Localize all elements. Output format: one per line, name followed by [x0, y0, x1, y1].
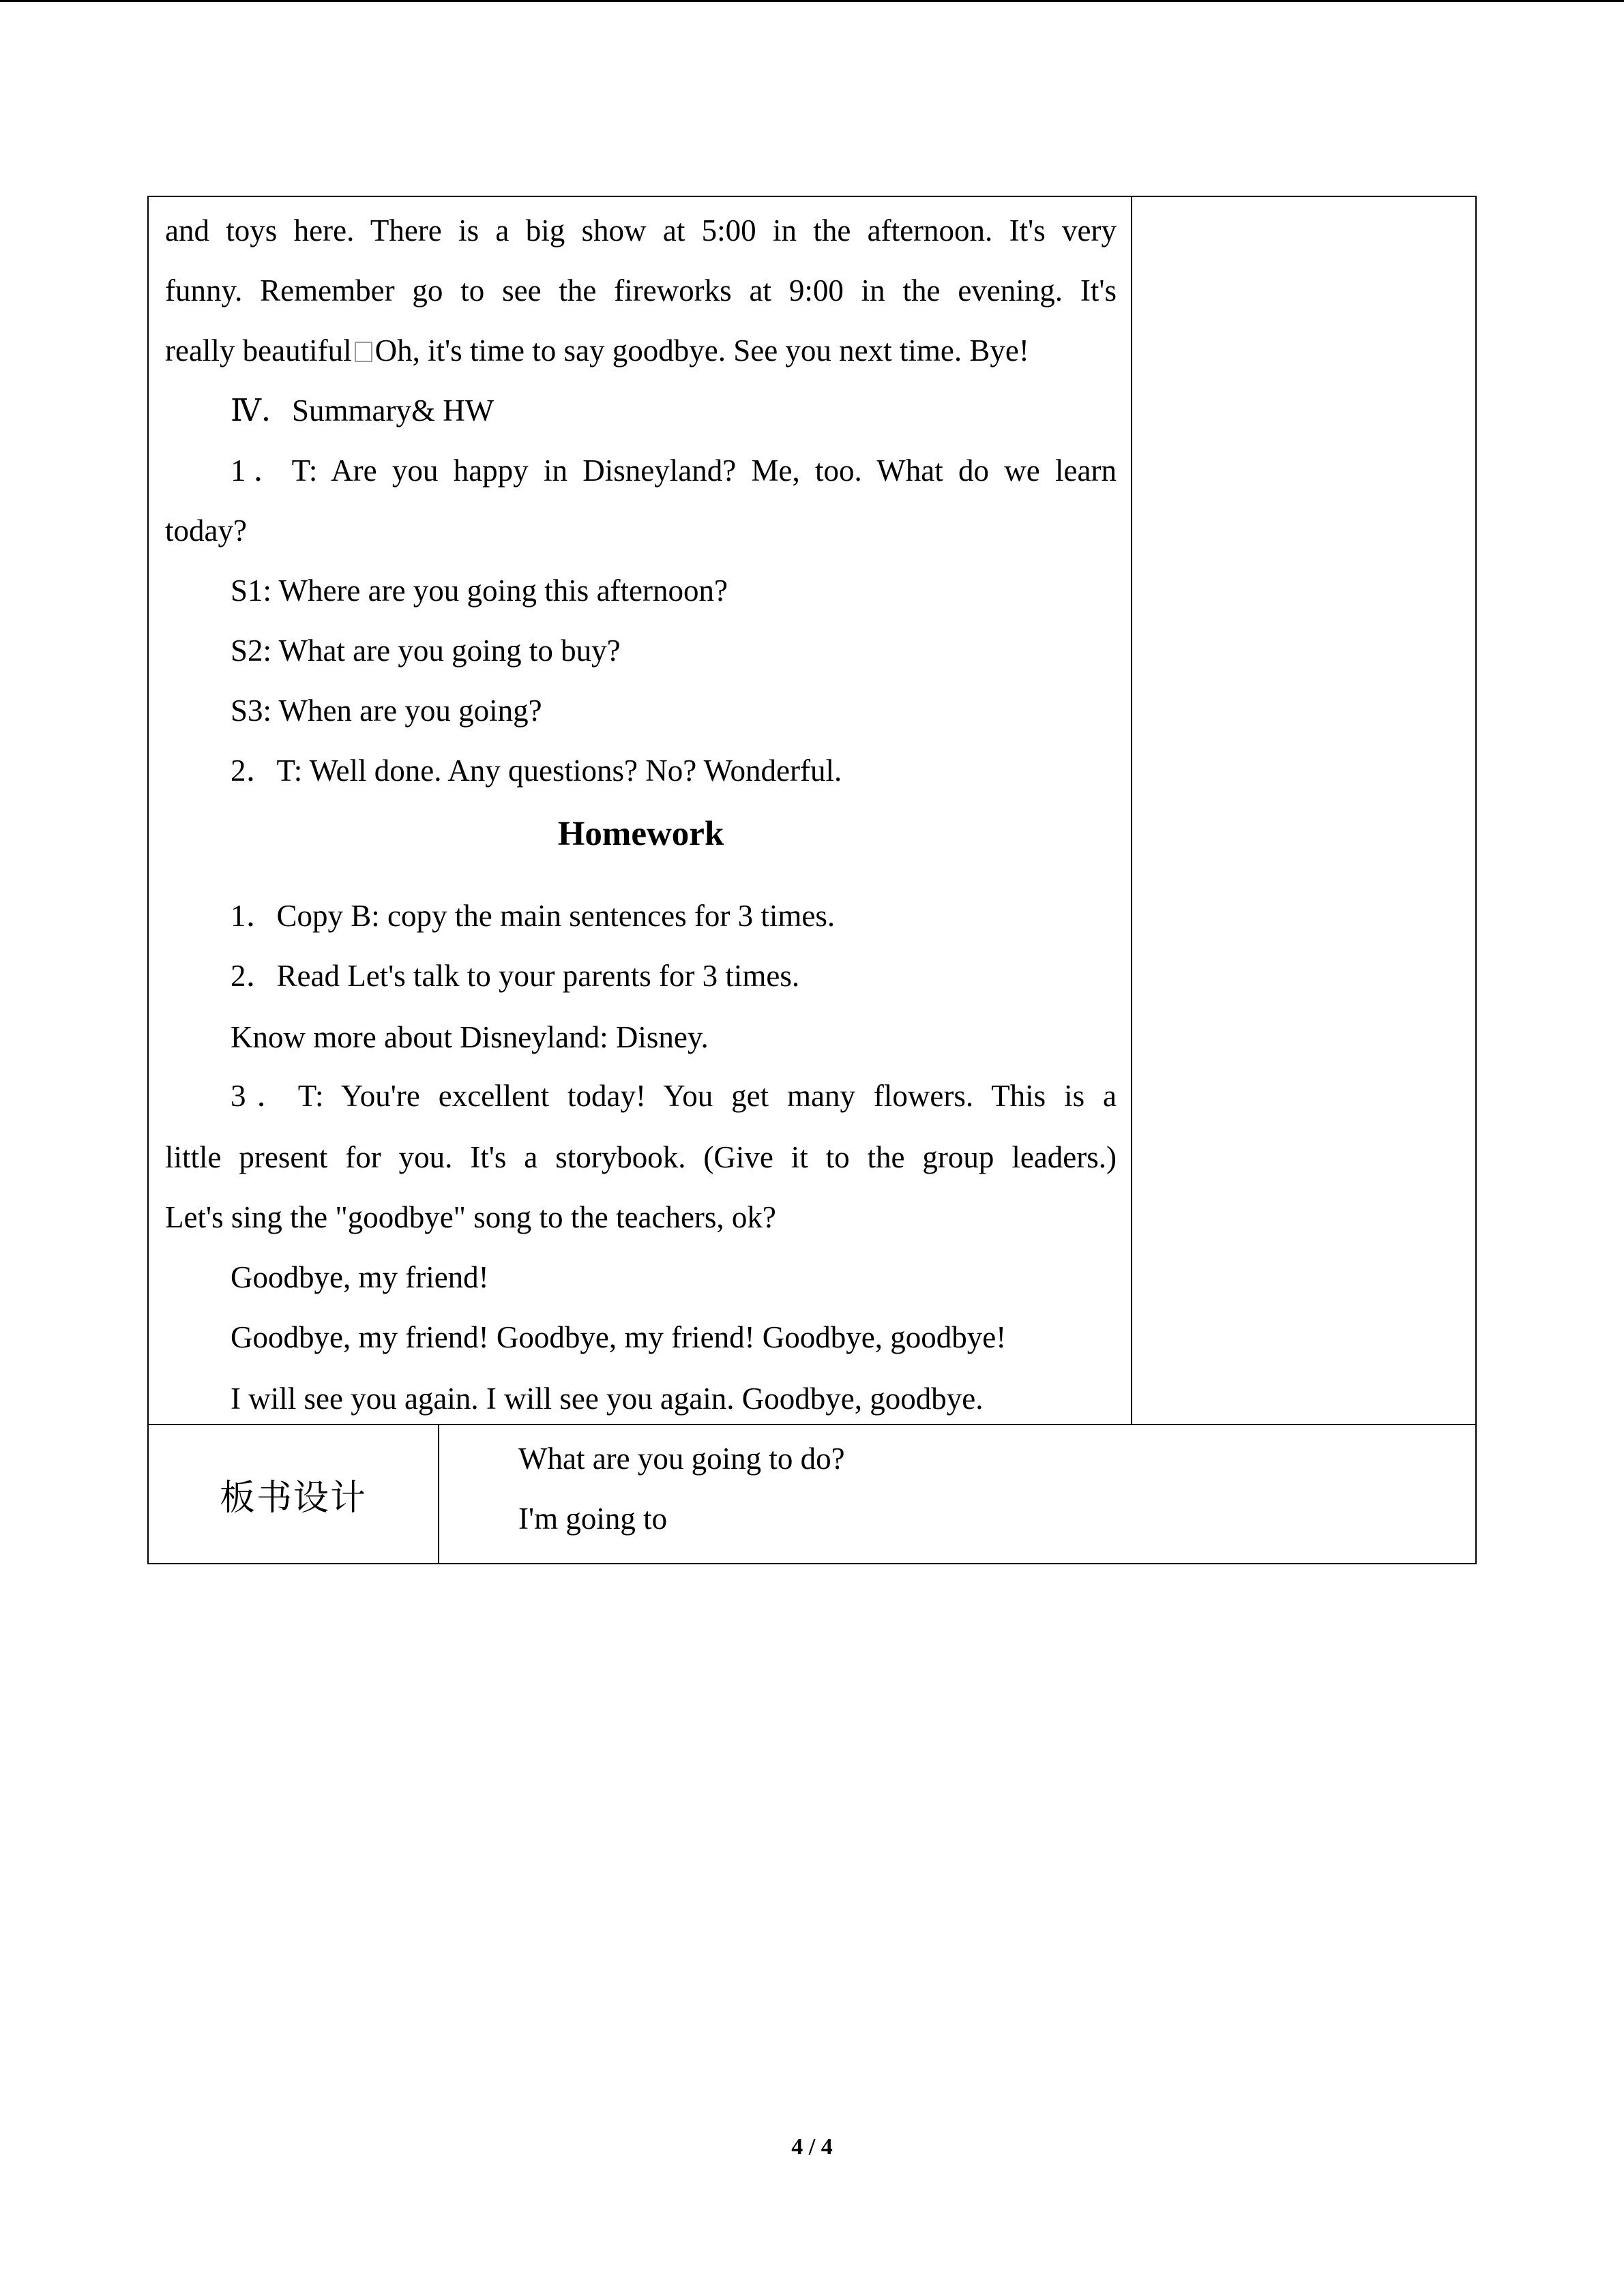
paragraph-line: and toys here. There is a big show at 5:00 in the afternoon. It's very: [165, 213, 1117, 248]
song-line: I will see you again. I will see you again. Goodbye, goodbye.: [231, 1382, 984, 1416]
board-line: What are you going to do?: [518, 1442, 845, 1476]
lesson-procedure-cell: [165, 197, 1117, 1425]
lesson-procedure-table: [147, 196, 1477, 1425]
paragraph-line: little present for you. It's a storybook. (Give it to the group leaders.): [165, 1140, 1117, 1174]
paragraph-line: [165, 320, 1117, 381]
homework-item: 2．Read Let's talk to your parents for 3 times.: [231, 959, 800, 993]
paragraph-line: 1．T: Are you happy in Disneyland? Me, too. What do we learn: [231, 453, 1117, 488]
homework-item: 1．Copy B: copy the main sentences for 3 times.: [231, 899, 836, 933]
homework-item: Know more about Disneyland: Disney.: [231, 1020, 709, 1054]
dialogue-line: S1: Where are you going this afternoon?: [231, 573, 728, 608]
paragraph-text: really beautiful: [165, 333, 352, 368]
board-design-content: [518, 1425, 1439, 1563]
notes-column-divider: [1131, 197, 1132, 1425]
board-design-row: [147, 1424, 1477, 1564]
board-design-label: 板书设计: [149, 1425, 439, 1563]
song-line: Goodbye, my friend! Goodbye, my friend! Goodbye, goodbye!: [231, 1320, 1007, 1354]
page-number: 4 / 4: [791, 2134, 833, 2160]
dialogue-line: S3: When are you going?: [231, 694, 542, 728]
paragraph-line: 3．T: You're excellent today! You get many flowers. This is a: [231, 1079, 1117, 1113]
missing-glyph-box-icon: [355, 342, 372, 362]
section-heading-summary: Ⅳ．Summary& HW: [231, 393, 494, 428]
page-top-border: [0, 0, 1624, 2]
homework-heading: Homework: [557, 815, 724, 853]
paragraph-line: Let's sing the "goodbye" song to the teachers, ok?: [165, 1200, 776, 1234]
paragraph-line: today?: [165, 513, 247, 548]
dialogue-line: S2: What are you going to buy?: [231, 633, 621, 668]
paragraph-line: funny. Remember go to see the fireworks at 9:00 in the evening. It's: [165, 273, 1117, 308]
board-line: I'm going to: [518, 1502, 668, 1536]
paragraph-text: Oh, it's time to say goodbye. See you next time. Bye!: [374, 333, 1029, 368]
paragraph-line: 2．T: Well done. Any questions? No? Wonderful.: [231, 754, 842, 788]
song-line: Goodbye, my friend!: [231, 1260, 489, 1294]
